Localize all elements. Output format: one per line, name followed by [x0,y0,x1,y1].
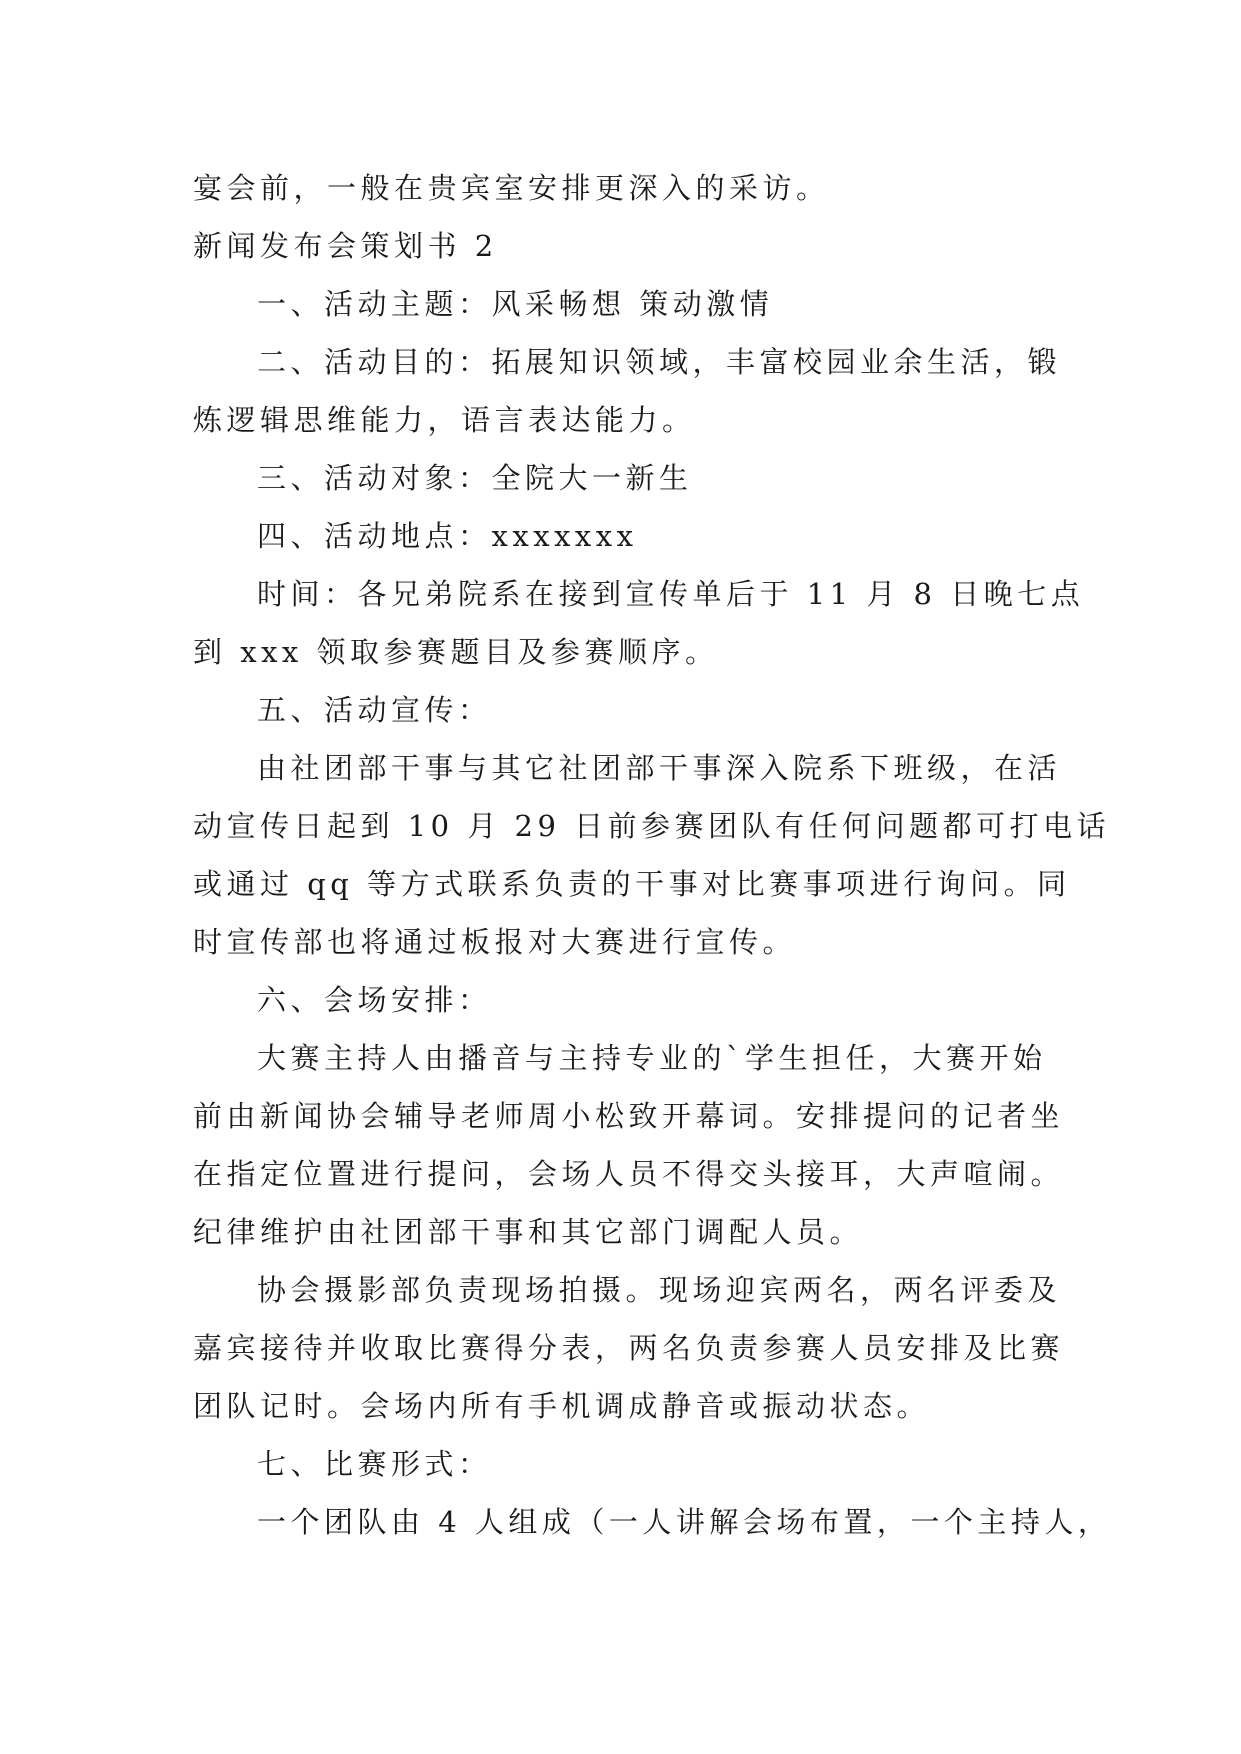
text-line-23: 七、比赛形式： [257,1447,492,1481]
text-line-19: 纪律维护由社团部干事和其它部门调配人员。 [193,1215,864,1249]
text-line-21: 嘉宾接待并收取比赛得分表，两名负责参赛人员安排及比赛 [193,1331,1065,1365]
text-line-7: 四、活动地点：xxxxxxx [257,519,638,553]
text-line-13: 或通过 qq 等方式联系负责的干事对比赛事项进行询问。同 [193,867,1071,901]
text-line-6: 三、活动对象：全院大一新生 [257,461,693,495]
text-line-14: 时宣传部也将通过板报对大赛进行宣传。 [193,925,797,959]
text-line-4: 二、活动目的：拓展知识领域，丰富校园业余生活，锻 [257,345,1062,379]
text-line-5: 炼逻辑思维能力，语言表达能力。 [193,403,696,437]
text-line-18: 在指定位置进行提问，会场人员不得交头接耳，大声喧闹。 [193,1157,1065,1191]
text-line-22: 团队记时。会场内所有手机调成静音或振动状态。 [193,1389,931,1423]
text-line-10: 五、活动宣传： [257,693,492,727]
text-line-9: 到 xxx 领取参赛题目及参赛顺序。 [193,635,719,669]
text-line-24: 一个团队由 4 人组成（一人讲解会场布置，一个主持人， [257,1505,1112,1539]
text-line-11: 由社团部干事与其它社团部干事深入院系下班级，在活 [257,751,1062,785]
section-heading: 新闻发布会策划书 2 [193,229,498,263]
text-line-8: 时间：各兄弟院系在接到宣传单后于 11 月 8 日晚七点 [257,577,1085,611]
text-line-17: 前由新闻协会辅导老师周小松致开幕词。安排提问的记者坐 [193,1099,1065,1133]
text-line-1: 宴会前，一般在贵宾室安排更深入的采访。 [193,171,830,205]
text-line-15: 六、会场安排： [257,983,492,1017]
text-line-16: 大赛主持人由播音与主持专业的`学生担任，大赛开始 [257,1041,1047,1075]
text-line-3: 一、活动主题：风采畅想 策动激情 [257,287,774,321]
text-line-12: 动宣传日起到 10 月 29 日前参赛团队有任何问题都可打电话 [193,809,1111,843]
text-line-20: 协会摄影部负责现场拍摄。现场迎宾两名，两名评委及 [257,1273,1062,1307]
